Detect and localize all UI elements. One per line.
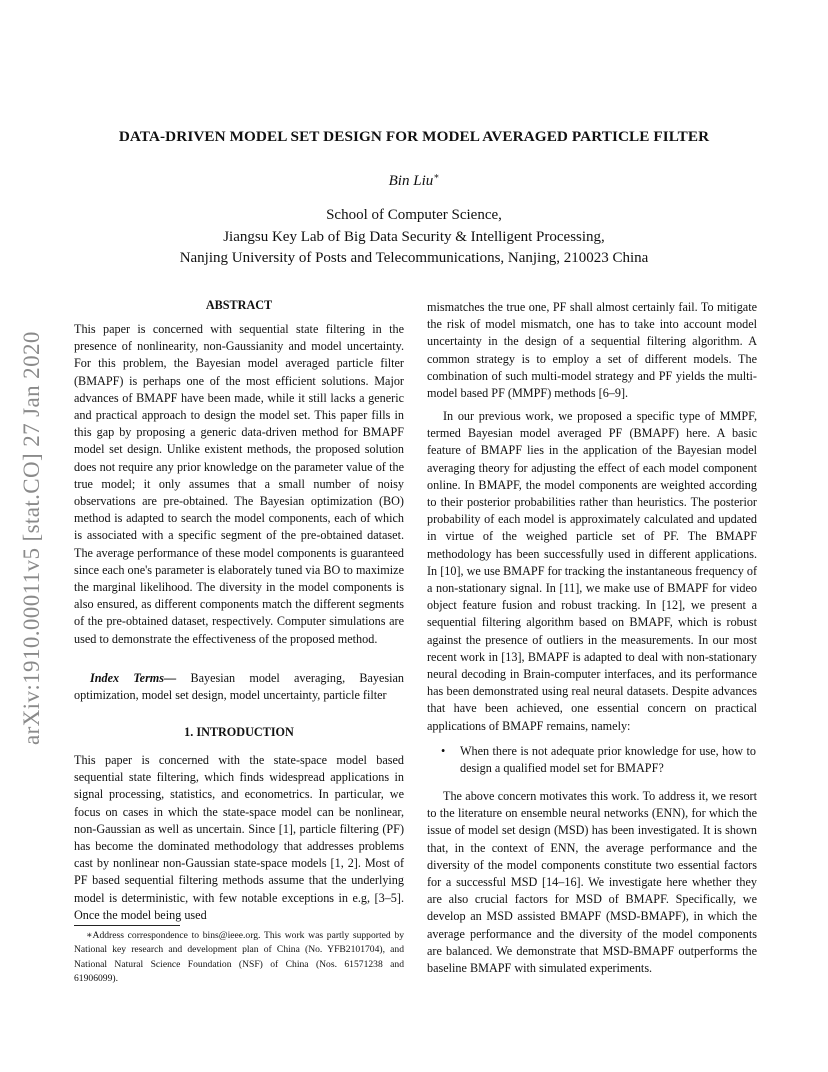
intro-paragraph-1-continued: mismatches the true one, PF shall almost certainly fail. To mitigate the risk of model mismatch, one has to take into account model uncertainty in the design of a sequential filtering algorithm. A common strategy is to employ a set of different models. The combination of such multi-model strategy and PF yields the multi-model based PF (MMPF) methods [6–9]. [427,300,757,401]
affiliation-line: Nanjing University of Posts and Telecommunications, Nanjing, 210023 China [179,250,649,266]
footnote: ∗Address correspondence to bins@ieee.org. This work was partly supported by National key research and development plan of China (No. YFB2101704), and National Natural Science Foundation (NSF) of China (Nos. 61571238 and 61906099). [74,930,404,984]
footnote-rule [74,925,180,926]
intro-paragraph-1: This paper is concerned with the state-space model based sequential state filtering, which finds widespread applications in signal processing, statistics, and econometrics. In particular, we focus on cases in which the state-space model can be nonlinear, non-Gaussian as well as uncertain. Since [1], particle filtering (PF) has become the dominated methodology that addresses problems cast by nonlinear non-Gaussian state-space models [1, 2]. Most of PF based sequential filtering methods assume that the underlying model is deterministic, with few notable exceptions in e.g, [3–5]. Once the model being used [74,753,404,922]
intro-paragraph-3: The above concern motivates this work. To address it, we resort to the literature on ensemble neural networks (ENN), for which the issue of model set design (MSD) has been investigated. It is shown that, in the context of ENN, the average performance and the diversity of the model components constitute two essential factors for a successful MSD [14–16]. We investigate here whether they are also crucial factors for MSD of BMAPF. Specifically, we develop an MSD assisted BMAPF (MSD-BMAPF), in which the average performance and the diversity of the model components are balanced. We demonstrate that MSD-BMAPF outperforms the baseline BMAPF with simulated experiments. [427,789,757,976]
index-terms-lead: Index Terms— [90,671,177,685]
affiliation-line: School of Computer Science, [326,207,502,223]
index-terms-text: Bayesian model averaging, Bayesian optimization, model set design, model uncertainty, particle filter [74,671,405,703]
affiliation-block [0,205,828,270]
author-name: Bin Liu [388,173,434,189]
intro-heading: 1. INTRODUCTION [184,725,294,739]
index-terms [74,670,404,704]
affiliation-line: Jiangsu Key Lab of Big Data Security & Intelligent Processing, [223,228,605,245]
paper-title: DATA-DRIVEN MODEL SET DESIGN FOR MODEL AVERAGED PARTICLE FILTER [118,128,710,145]
arxiv-stamp: arXiv:1910.00011v5 [stat.CO] 27 Jan 2020 [19,331,44,745]
abstract-heading: ABSTRACT [205,298,273,312]
abstract-text: This paper is concerned with sequential state filtering in the presence of nonlinearity, non-Gaussianity and model uncertainty. For this problem, the Bayesian model averaged particle filter (BMAPF) is perhaps one of the most efficient solutions. Major advances of BMAPF have been made, while it still lacks a generic and practical approach to design the model set. This paper fills in this gap by proposing a generic data-driven method for BMAPF model set design. Unlike existent methods, the proposed solution does not require any prior knowledge on the parameter value of the true model; it only assumes that a small number of noisy observations are pre-obtained. The Bayesian optimization (BO) method is adapted to search the model components, each of which is associated with a specific segment of the pre-obtained dataset. The average performance of these model components is guaranteed since each one's parameter is elaborately tuned via BO to maximize the marginal likelihood. The diversity in the model components is also ensured, as different components match the different segments of the pre-obtained dataset, respectively. Computer simulations are used to demonstrate the effectiveness of the proposed method. [74,322,404,646]
author-line [0,171,828,190]
intro-paragraph-2: In our previous work, we proposed a specific type of MMPF, termed Bayesian model averaged PF (BMAPF) here. A basic feature of BMAPF lies in the application of the Bayesian model averaging theory for adjusting the effect of each model component online. In BMAPF, the model components are weighted according to their posterior probabilities rather than heuristics. The posterior probability of each model is approximately calculated and updated in virtue of the weighed particle set of PF. The BMAPF methodology has been successfully used in different applications. In [10], we use BMAPF for tracking the instantaneous frequency of a non-stationary signal. In [11], we make use of BMAPF for video object feature fusion and robust tracking. In [12], we present a sequential filtering algorithm based on BMAPF, which is robust against the presence of outliers in the measurements. In our most recent work in [13], BMAPF is adapted to deal with non-stationary neural decoding in Brain-computer interfaces, and its performance has been demonstrated using real neural datasets. Despite advances that have been achieved, one essential concern on practical applications of BMAPF remains, namely: [427,409,757,733]
bullet-icon: • [441,744,446,758]
author-footnote-mark: ∗ [433,171,440,181]
bullet-text: When there is not adequate prior knowledge for use, how to design a qualified model set for BMAPF? [460,744,756,776]
